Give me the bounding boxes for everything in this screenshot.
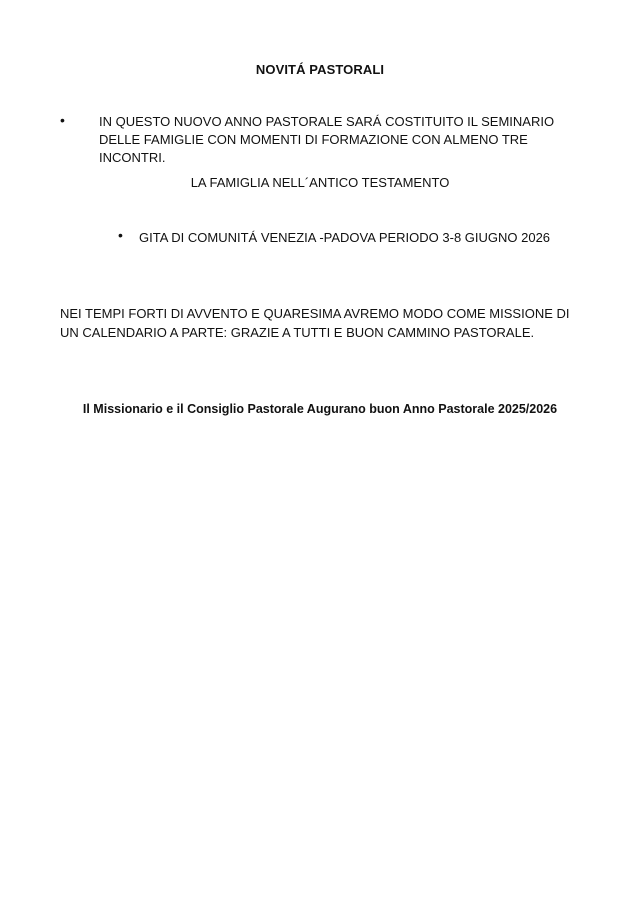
bullet-marker: • — [60, 112, 65, 128]
document-title: NOVITÁ PASTORALI — [255, 62, 385, 77]
closing-greeting: Il Missionario e il Consiglio Pastorale Augurano buon Anno Pastorale 2025/2026 — [82, 402, 558, 416]
trip-announcement: GITA DI COMUNITÁ VENEZIA -PADOVA PERIODO 3-8 GIUGNO 2026 — [139, 230, 551, 245]
bullet-marker: • — [118, 227, 123, 243]
advent-lent-paragraph: NEI TEMPI FORTI DI AVVENTO E QUARESIMA AVREMO MODO COME MISSIONE DI UN CALENDARIO A PARTE: GRAZIE A TUTTI E BUON CAMMINO PASTORALE. — [60, 306, 570, 340]
seminar-topic: LA FAMIGLIA NELL´ANTICO TESTAMENTO — [190, 175, 450, 190]
seminar-announcement: IN QUESTO NUOVO ANNO PASTORALE SARÁ COSTITUITO IL SEMINARIO DELLE FAMIGLIE CON MOMENTI DI FORMAZIONE CON ALMENO TRE INCONTRI. — [99, 114, 555, 165]
